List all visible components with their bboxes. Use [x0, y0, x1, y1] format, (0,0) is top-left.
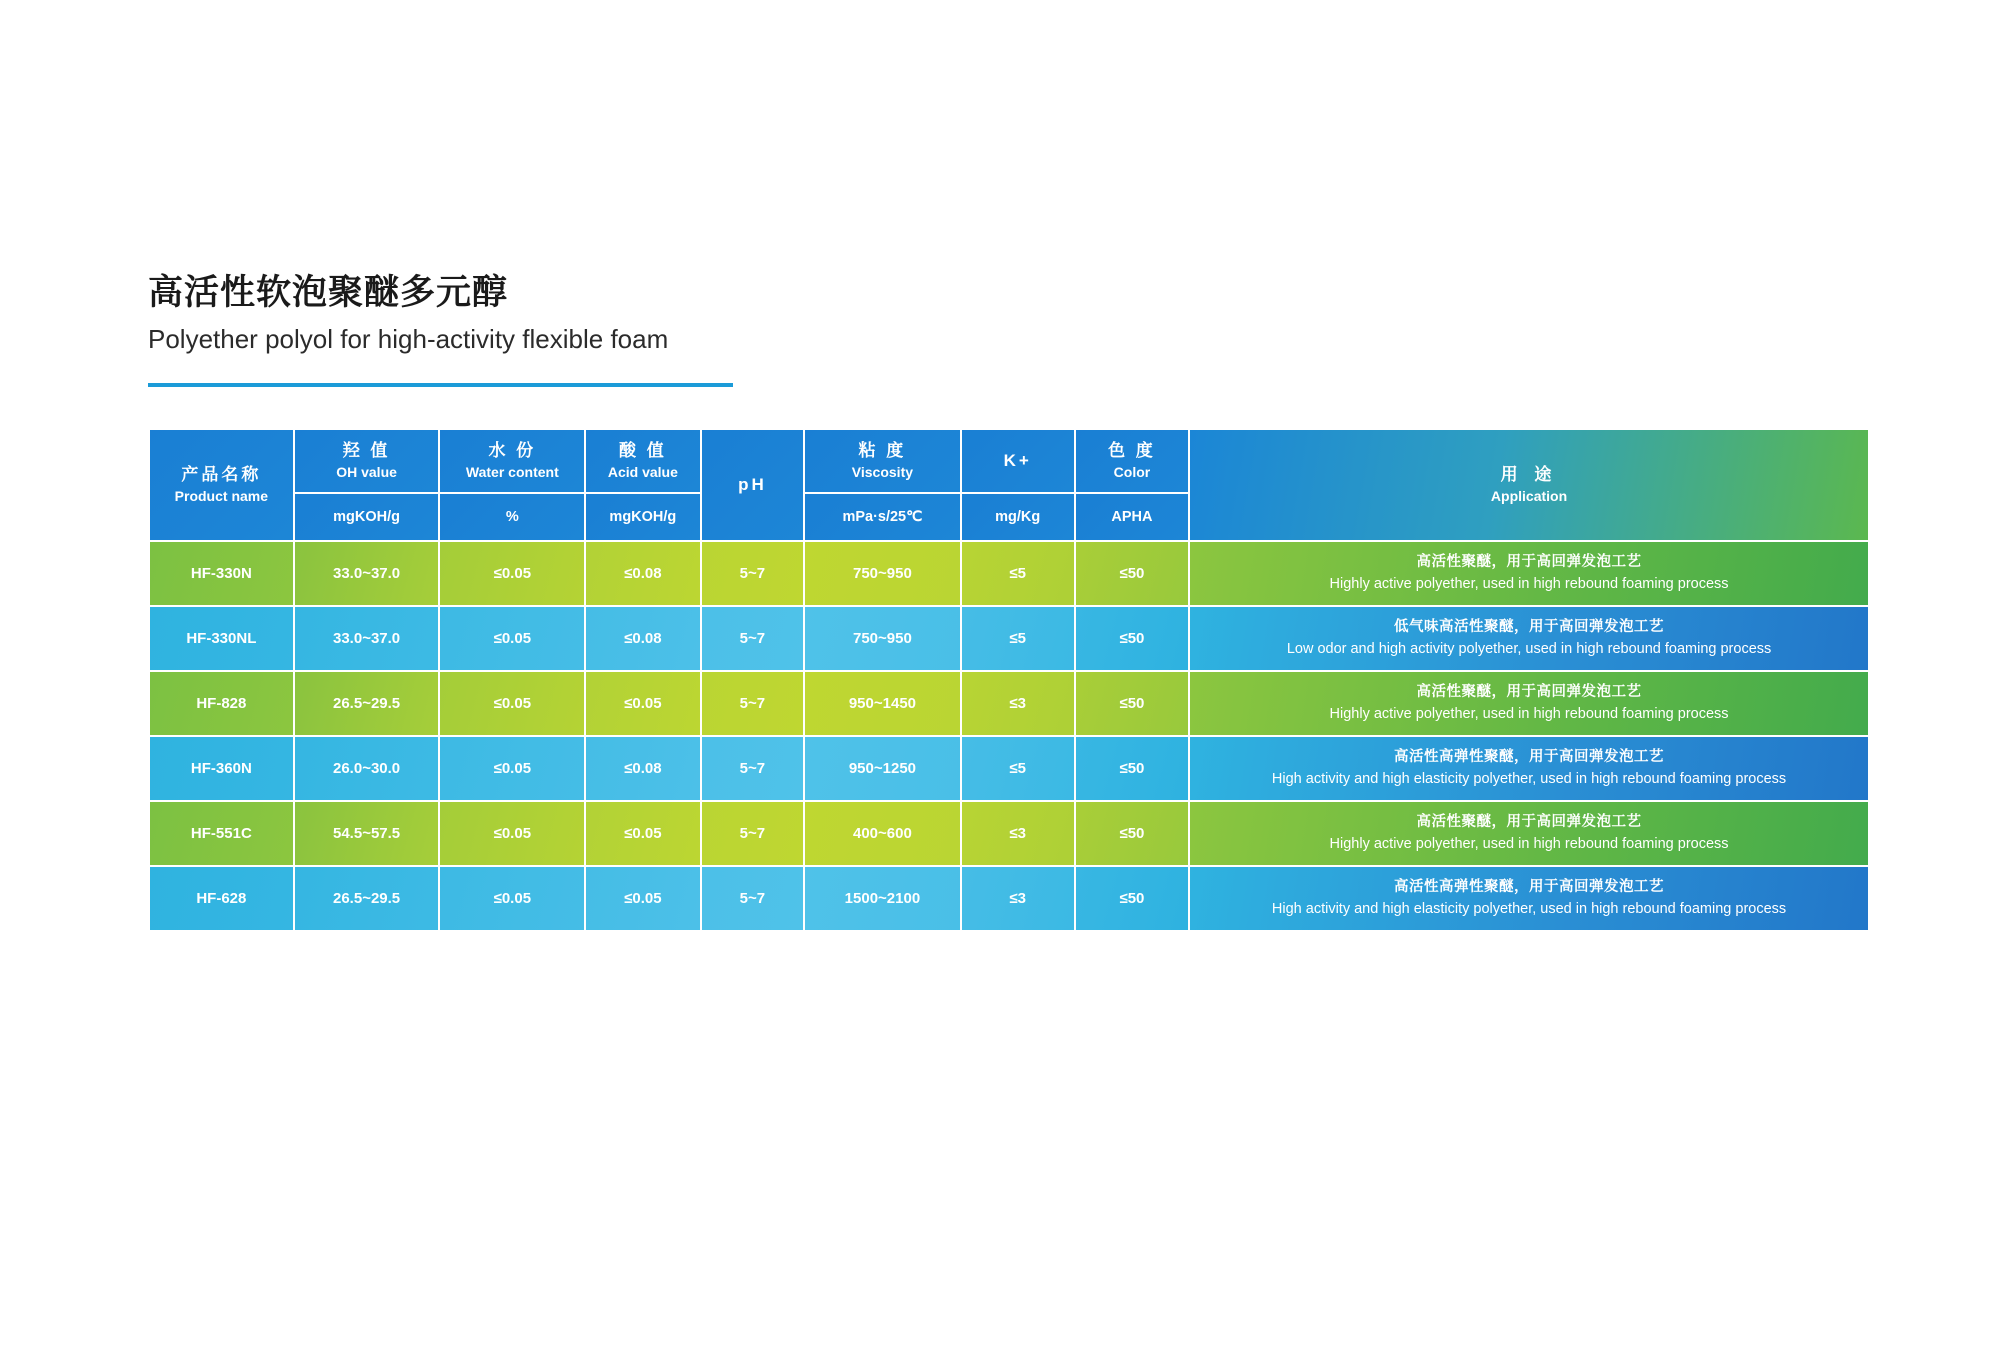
cell-ph: 5~7 — [702, 607, 804, 670]
cell-acid-value: ≤0.08 — [586, 607, 699, 670]
cell-k-plus: ≤3 — [962, 802, 1074, 865]
page-header — [148, 272, 748, 355]
cell-color: ≤50 — [1076, 607, 1188, 670]
cell-water-content: ≤0.05 — [440, 672, 584, 735]
cell-color: ≤50 — [1076, 802, 1188, 865]
table-row — [150, 542, 1868, 605]
cell-acid-value: ≤0.05 — [586, 802, 699, 865]
cell-oh-value: 33.0~37.0 — [295, 542, 439, 605]
cell-acid-value: ≤0.05 — [586, 867, 699, 930]
cell-product-name: HF-330NL — [150, 607, 293, 670]
cell-product-name: HF-551C — [150, 802, 293, 865]
cell-product-name: HF-828 — [150, 672, 293, 735]
cell-oh-value: 26.5~29.5 — [295, 867, 439, 930]
unit-viscosity: mPa·s/25℃ — [805, 494, 959, 540]
unit-water-content: % — [440, 494, 584, 540]
cell-ph: 5~7 — [702, 672, 804, 735]
page-title-cn: 高活性软泡聚醚多元醇 — [148, 273, 509, 312]
cell-water-content: ≤0.05 — [440, 737, 584, 800]
spec-table — [148, 428, 1870, 932]
cell-color: ≤50 — [1076, 737, 1188, 800]
cell-water-content: ≤0.05 — [440, 867, 584, 930]
col-header-k-plus: K+ — [962, 430, 1074, 492]
cell-viscosity: 1500~2100 — [805, 867, 959, 930]
cell-oh-value: 26.5~29.5 — [295, 672, 439, 735]
cell-k-plus: ≤5 — [962, 607, 1074, 670]
cell-viscosity: 400~600 — [805, 802, 959, 865]
unit-oh-value: mgKOH/g — [295, 494, 439, 540]
cell-viscosity: 750~950 — [805, 542, 959, 605]
spec-table-header — [150, 430, 1868, 540]
cell-viscosity: 950~1250 — [805, 737, 959, 800]
cell-ph: 5~7 — [702, 867, 804, 930]
spec-table-body — [150, 542, 1868, 930]
cell-acid-value: ≤0.08 — [586, 542, 699, 605]
table-row — [150, 672, 1868, 735]
cell-acid-value: ≤0.08 — [586, 737, 699, 800]
cell-product-name: HF-360N — [150, 737, 293, 800]
cell-k-plus: ≤3 — [962, 672, 1074, 735]
cell-k-plus: ≤3 — [962, 867, 1074, 930]
title-divider — [148, 383, 733, 387]
cell-k-plus: ≤5 — [962, 542, 1074, 605]
cell-application: 高活性高弹性聚醚，用于高回弹发泡工艺 High activity and high elasticity polyether, used in high rebound foaming process — [1190, 867, 1868, 930]
page-title-en: Polyether polyol for high-activity flexible foam — [148, 324, 669, 354]
cell-ph: 5~7 — [702, 802, 804, 865]
table-row — [150, 737, 1868, 800]
cell-k-plus: ≤5 — [962, 737, 1074, 800]
unit-acid-value: mgKOH/g — [586, 494, 699, 540]
cell-product-name: HF-628 — [150, 867, 293, 930]
cell-color: ≤50 — [1076, 542, 1188, 605]
cell-viscosity: 950~1450 — [805, 672, 959, 735]
col-header-acid-value: 酸 值 Acid value — [586, 430, 699, 492]
cell-oh-value: 54.5~57.5 — [295, 802, 439, 865]
cell-water-content: ≤0.05 — [440, 607, 584, 670]
col-header-ph: pH — [702, 430, 804, 540]
cell-color: ≤50 — [1076, 672, 1188, 735]
cell-acid-value: ≤0.05 — [586, 672, 699, 735]
cell-ph: 5~7 — [702, 737, 804, 800]
table-row — [150, 607, 1868, 670]
cell-application: 高活性聚醚，用于高回弹发泡工艺 Highly active polyether, used in high rebound foaming process — [1190, 802, 1868, 865]
col-header-product-name: 产品名称 Product name — [150, 430, 293, 540]
col-header-application: 用 途 Application — [1190, 430, 1868, 540]
cell-oh-value: 26.0~30.0 — [295, 737, 439, 800]
header-row-title — [150, 430, 1868, 492]
table-row — [150, 802, 1868, 865]
unit-color: APHA — [1076, 494, 1188, 540]
unit-k-plus: mg/Kg — [962, 494, 1074, 540]
cell-application: 低气味高活性聚醚，用于高回弹发泡工艺 Low odor and high activity polyether, used in high rebound foaming process — [1190, 607, 1868, 670]
col-header-water-content: 水 份 Water content — [440, 430, 584, 492]
cell-viscosity: 750~950 — [805, 607, 959, 670]
spec-table-container — [148, 428, 1870, 932]
cell-ph: 5~7 — [702, 542, 804, 605]
col-header-viscosity: 粘 度 Viscosity — [805, 430, 959, 492]
cell-product-name: HF-330N — [150, 542, 293, 605]
cell-application: 高活性聚醚，用于高回弹发泡工艺 Highly active polyether, used in high rebound foaming process — [1190, 542, 1868, 605]
cell-color: ≤50 — [1076, 867, 1188, 930]
col-header-color: 色 度 Color — [1076, 430, 1188, 492]
col-header-oh-value: 羟 值 OH value — [295, 430, 439, 492]
cell-application: 高活性聚醚，用于高回弹发泡工艺 Highly active polyether, used in high rebound foaming process — [1190, 672, 1868, 735]
cell-oh-value: 33.0~37.0 — [295, 607, 439, 670]
cell-application: 高活性高弹性聚醚，用于高回弹发泡工艺 High activity and high elasticity polyether, used in high rebound foaming process — [1190, 737, 1868, 800]
cell-water-content: ≤0.05 — [440, 802, 584, 865]
table-row — [150, 867, 1868, 930]
cell-water-content: ≤0.05 — [440, 542, 584, 605]
